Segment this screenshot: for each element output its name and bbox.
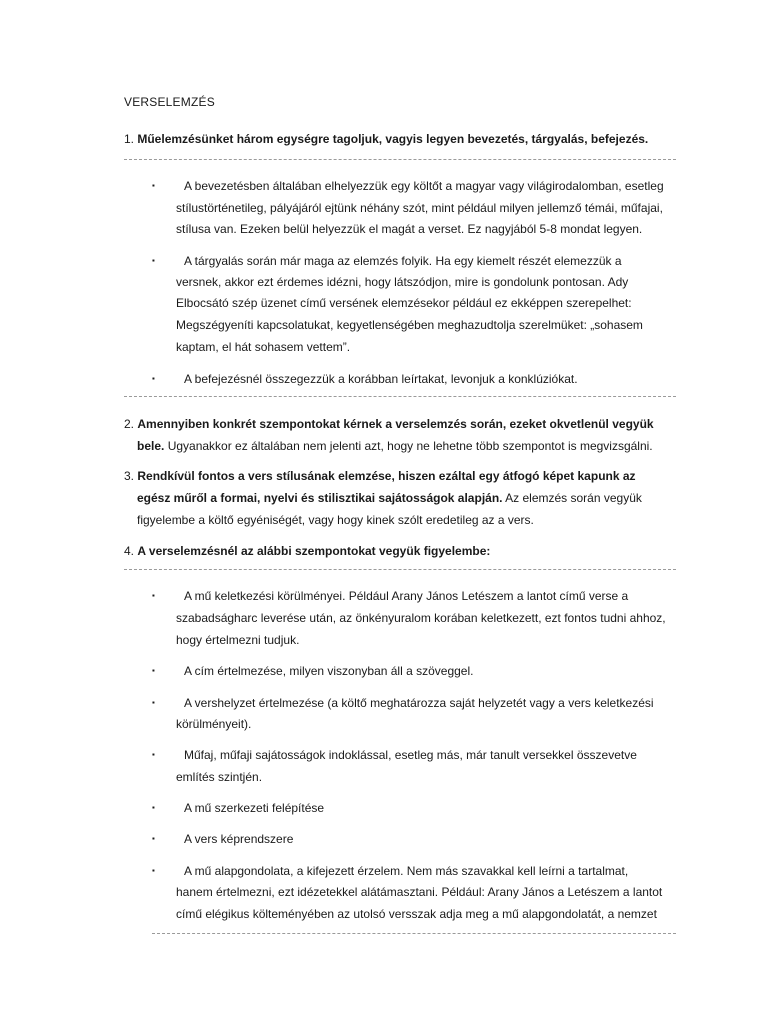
dashed-divider	[124, 569, 676, 570]
section-3-heading	[124, 468, 636, 484]
bullet-icon: ▪	[152, 591, 155, 600]
section-number: 4.	[124, 544, 135, 558]
section-number: 3.	[124, 469, 135, 483]
list-item-line: Elbocsátó szép üzenet című versének elemzésekor például ez ekképpen szerepelhet:	[176, 296, 632, 310]
section-heading-text: Amennyiben konkrét szempontokat kérnek a verselemzés során, ezeket okvetlenül vegyük	[137, 417, 654, 431]
section-1-heading	[124, 131, 648, 147]
section-heading-text: A verselemzésnél az alábbi szempontokat vegyük figyelembe:	[137, 544, 491, 558]
list-item-line: A befejezésnél összegezzük a korábban leírtakat, levonjuk a konklúziókat.	[184, 372, 578, 386]
list-item-line: A cím értelmezése, milyen viszonyban áll a szöveggel.	[184, 664, 474, 678]
list-item-line: A vershelyzet értelmezése (a költő meghatározza saját helyzetét vagy a vers keletkezési	[184, 696, 654, 710]
list-item-line: stílustörténetileg, pályájáról ejtünk néhány szót, mint például milyen jellemző témái, műfajai,	[176, 201, 663, 215]
list-item-line: című elégikus költeményében az utolsó versszak adja meg a mű alapgondolatát, a nemzet	[176, 907, 657, 921]
bullet-icon: ▪	[152, 834, 155, 843]
bullet-icon: ▪	[152, 803, 155, 812]
bullet-icon: ▪	[152, 866, 155, 875]
list-item-line: A mű keletkezési körülményei. Például Arany János Letészem a lantot című verse a	[184, 589, 629, 603]
body-text: Az elemzés során vegyük	[502, 491, 642, 505]
section-heading-text: Műelemzésünket három egységre tagoljuk, vagyis legyen bevezetés, tárgyalás, befejezés.	[137, 132, 649, 146]
bold-text: bele.	[137, 439, 165, 453]
list-item-line: szabadságharc leverése után, az önkényuralom korában keletkezett, ezt fontos tudni ahhoz,	[176, 611, 666, 625]
section-4-heading	[124, 543, 490, 559]
section-3-line-2	[137, 490, 642, 506]
list-item-line: A tárgyalás során már maga az elemzés folyik. Ha egy kiemelt részét elemezzük a	[184, 254, 622, 268]
section-number: 1.	[124, 132, 135, 146]
bullet-icon: ▪	[152, 666, 155, 675]
list-item-line: kaptam, el hát sohasem vettem”.	[176, 340, 351, 354]
dashed-divider	[124, 396, 676, 397]
section-heading-text: Rendkívül fontos a vers stílusának elemzése, hiszen ezáltal egy átfogó képet kapunk az	[137, 469, 636, 483]
list-item-line: említés szintjén.	[176, 770, 263, 784]
list-item-line: Műfaj, műfaji sajátosságok indoklással, esetleg más, már tanult versekkel összevetve	[184, 748, 637, 762]
list-item-line: A mű szerkezeti felépítése	[184, 801, 325, 815]
bullet-icon: ▪	[152, 750, 155, 759]
section-2-heading	[124, 416, 654, 432]
list-item-line: A vers képrendszere	[184, 832, 294, 846]
bullet-icon: ▪	[152, 181, 155, 190]
section-number: 2.	[124, 417, 135, 431]
list-item-line: hanem értelmezni, ezt idézetekkel alátámasztani. Például: Arany János a Letészem a lantot	[176, 885, 663, 899]
section-2-line-2	[137, 438, 653, 454]
list-item-line: Megszégyeníti kapcsolatukat, kegyetlenségében meghazudtolja szerelmüket: „sohasem	[176, 318, 643, 332]
bullet-icon: ▪	[152, 698, 155, 707]
list-item-line: körülményeit).	[176, 717, 252, 731]
bullet-icon: ▪	[152, 374, 155, 383]
bullet-icon: ▪	[152, 256, 155, 265]
document-title: VERSELEMZÉS	[124, 95, 215, 109]
body-text: Ugyanakkor ez általában nem jelenti azt, hogy ne lehetne több szempontot is megvizsgálni.	[164, 439, 653, 453]
section-3-line-3: figyelembe a költő egyéniségét, vagy hogy kinek szólt eredetileg az a vers.	[137, 513, 534, 527]
list-item-line: A mű alapgondolata, a kifejezett érzelem. Nem más szavakkal kell leírni a tartalmat,	[184, 864, 629, 878]
list-item-line: hogy értelmezni tudjuk.	[176, 633, 300, 647]
list-item-line: A bevezetésben általában elhelyezzük egy költőt a magyar vagy világirodalomban, esetleg	[184, 179, 664, 193]
list-item-line: versnek, akkor ezt érdemes idézni, hogy látszódjon, mire is gondolunk pontosan. Ady	[176, 275, 629, 289]
dashed-divider	[124, 159, 676, 160]
list-item-line: stílusa van. Ezeken belül helyezzük el magát a verset. Ez nagyjából 5-8 mondat legyen.	[176, 222, 643, 236]
bold-text: egész műről a formai, nyelvi és stilisztikai sajátosságok alapján.	[137, 491, 503, 505]
dashed-divider	[152, 933, 676, 934]
